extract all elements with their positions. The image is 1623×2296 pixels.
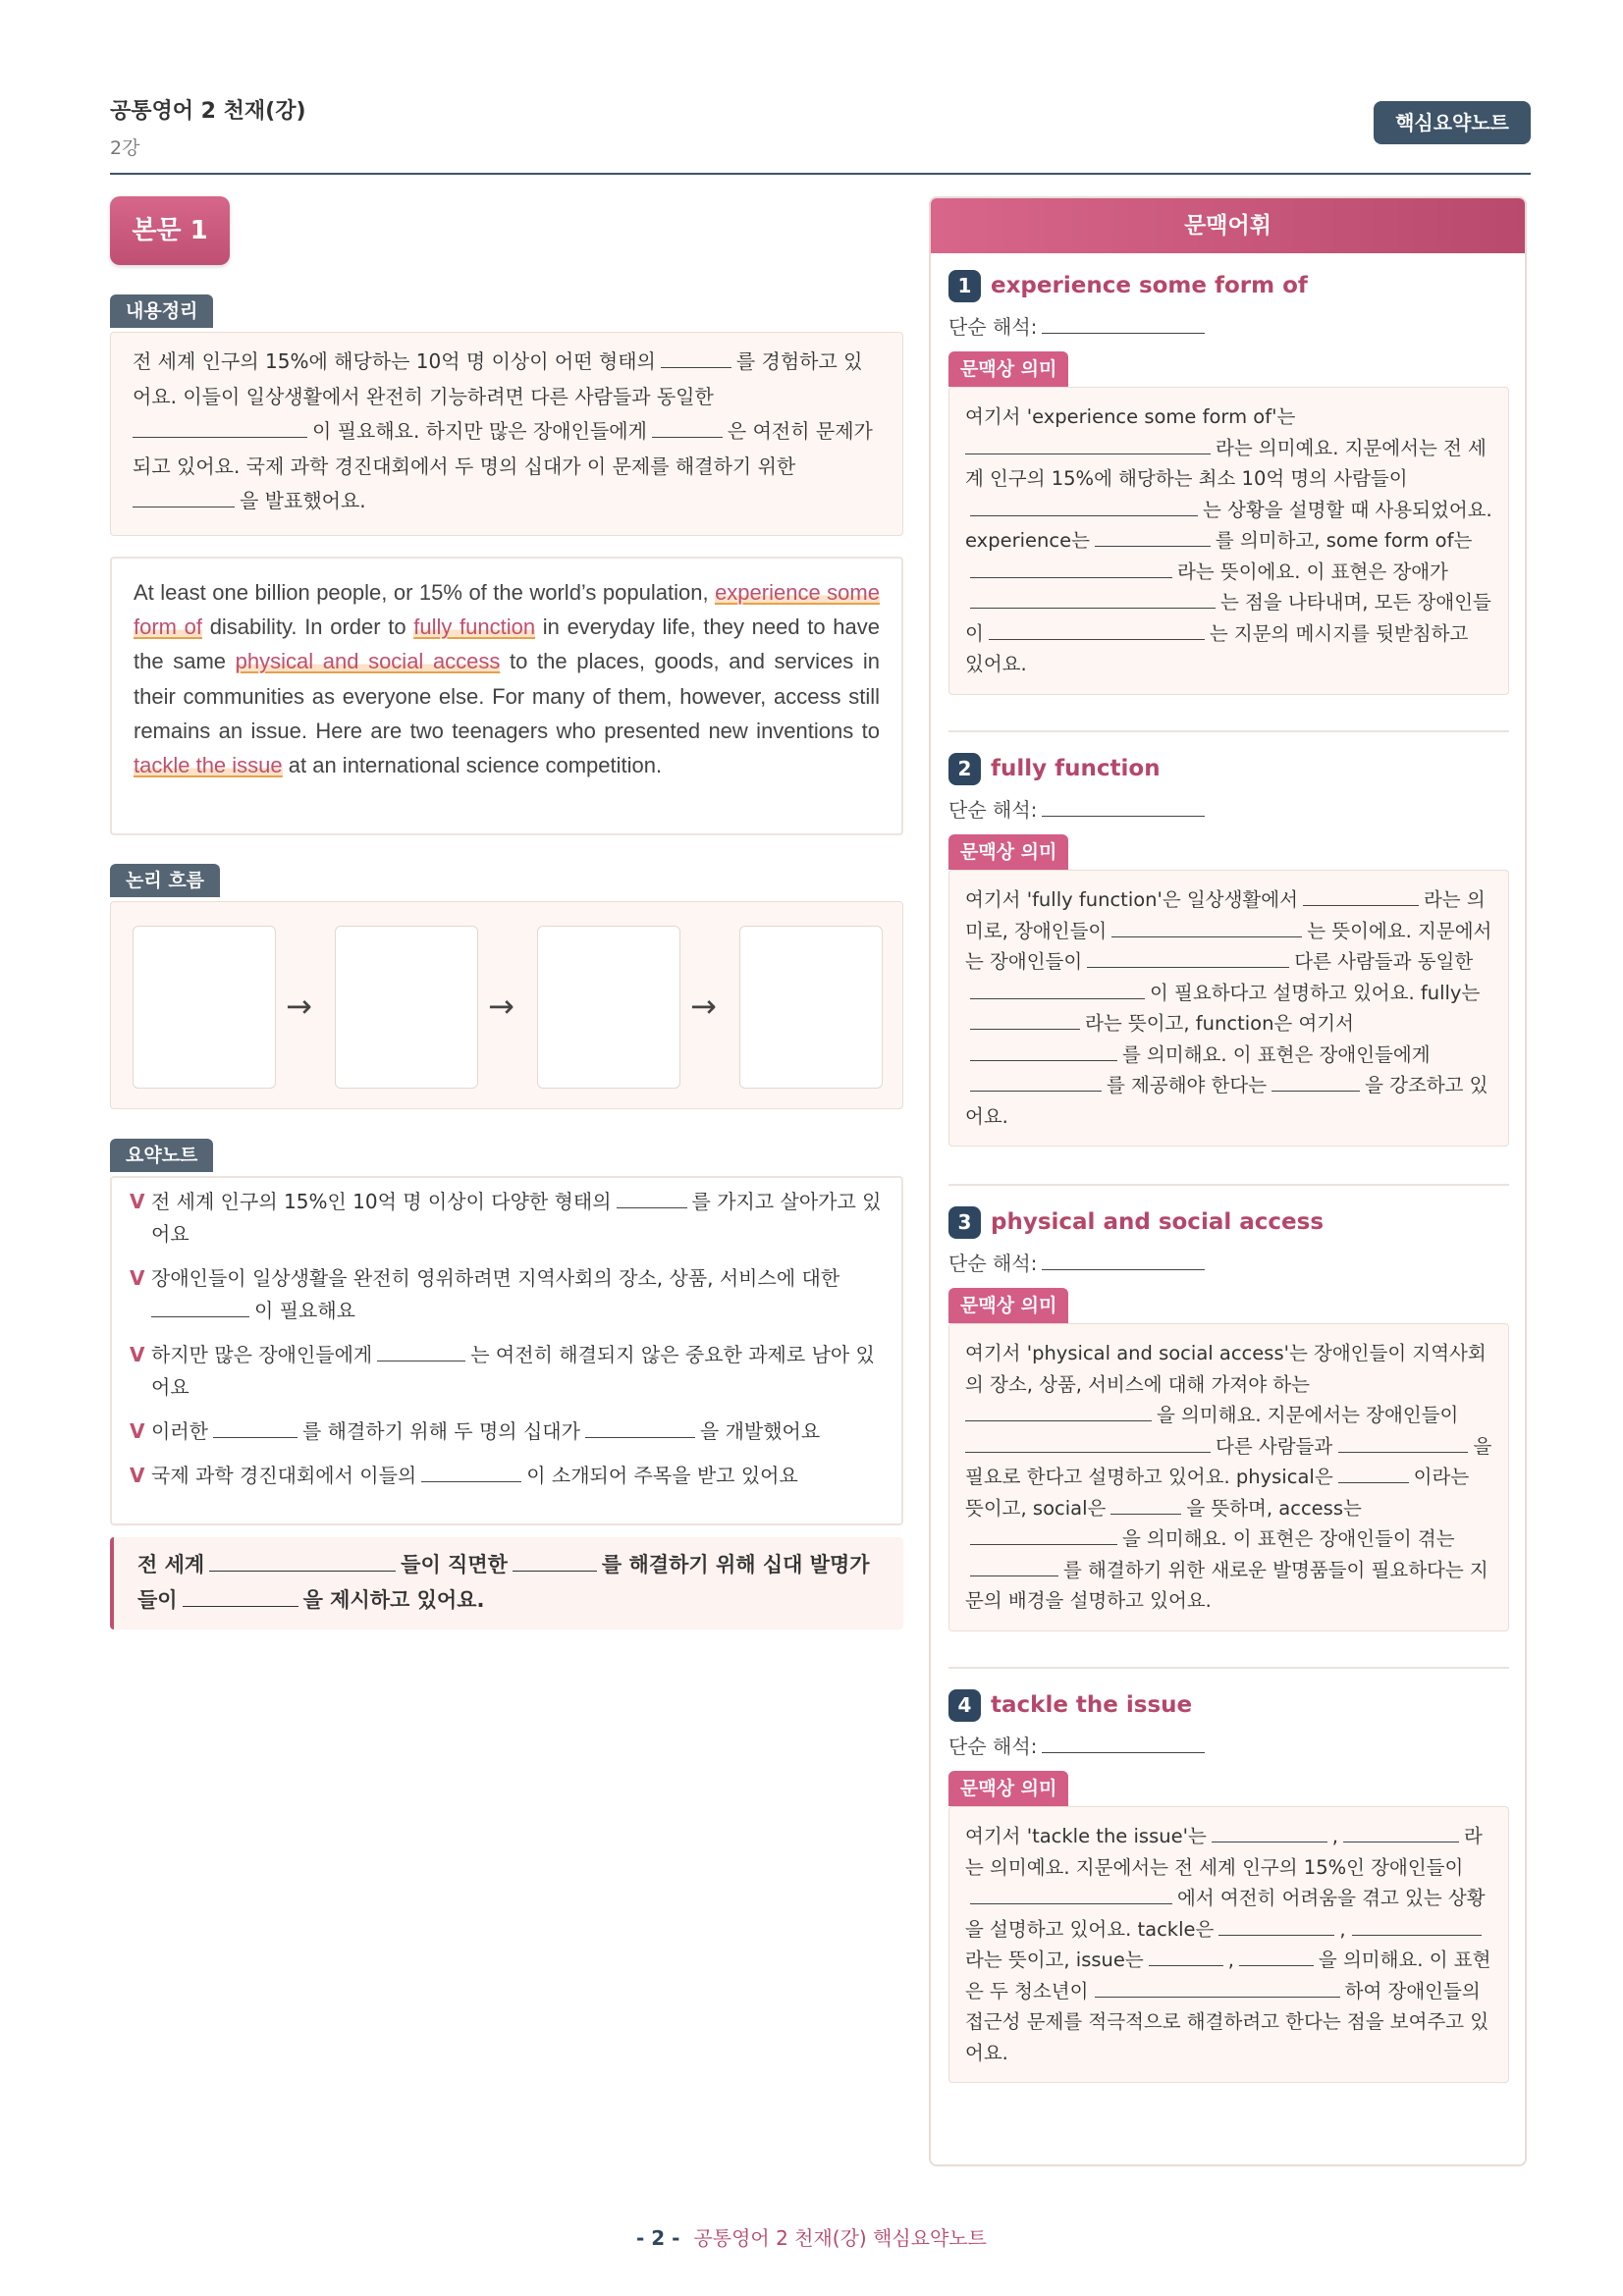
- note-text: 국제 과학 경진대회에서 이들의: [151, 1464, 417, 1487]
- context-text: 을 의미해요. 이 표현은 장애인들이 겪는: [1122, 1527, 1455, 1550]
- context-text: ,: [1339, 1917, 1346, 1941]
- section-badge: 본문 1: [110, 196, 230, 265]
- context-text: 을 강조하고 있어요.: [965, 1074, 1488, 1128]
- header-divider: [110, 173, 1531, 175]
- lesson-label: 2강: [110, 137, 140, 159]
- answer-blank[interactable]: [1212, 1823, 1327, 1842]
- logic-flow-box: [110, 901, 903, 1109]
- answer-blank[interactable]: [183, 1587, 298, 1607]
- summary-tag: 내용정리: [110, 294, 213, 328]
- answer-blank[interactable]: [970, 1557, 1058, 1576]
- summary-text: 을 발표했어요.: [240, 489, 366, 512]
- context-text: 을 필요로 한다고 설명하고 있어요. physical은: [965, 1434, 1492, 1488]
- context-text: 라는 의미예요. 지문에서는 전 세계 인구의 15%인 장애인들이: [965, 1825, 1483, 1879]
- context-text: 라는 의미예요. 지문에서는 전 세계 인구의 15%에 해당하는 최소 10억 명의 사람들이: [965, 436, 1487, 490]
- answer-blank[interactable]: [377, 1342, 465, 1362]
- note-text: 을 개발했어요: [699, 1419, 821, 1443]
- note-text: 이 필요해요: [254, 1299, 355, 1322]
- document-title: 공통영어 2 천재(강): [110, 99, 306, 124]
- context-text: 을 뜻하며, access는: [1186, 1496, 1362, 1520]
- vocab-item-3: [948, 1205, 1509, 1631]
- context-vocabulary-panel: [929, 196, 1527, 2166]
- context-text: 이라는 뜻이고, social은: [965, 1466, 1470, 1520]
- summary-notes-box: [110, 1176, 903, 1525]
- context-text: 여기서 'physical and social access'는 장애인들이 지역사회의 장소, 상품, 서비스에 대해 가져야 하는: [965, 1342, 1487, 1396]
- vocab-term: experience some form of: [991, 273, 1308, 298]
- answer-blank[interactable]: [965, 435, 1211, 454]
- answer-blank[interactable]: [970, 559, 1172, 578]
- passage-segment: at an international science competition.: [288, 753, 663, 778]
- flow-step-4[interactable]: [739, 926, 883, 1089]
- answer-blank[interactable]: [989, 620, 1205, 640]
- answer-blank[interactable]: [965, 1402, 1152, 1421]
- answer-blank[interactable]: [1338, 1433, 1468, 1453]
- summary-text: 이 필요해요. 하지만 많은 장애인들에게: [312, 419, 647, 443]
- answer-blank[interactable]: [970, 1010, 1080, 1030]
- context-text: 를 제공해야 한다는: [1107, 1074, 1268, 1096]
- answer-blank[interactable]: [970, 980, 1145, 999]
- simple-translation-row: [948, 1247, 1509, 1280]
- note-item: [130, 1460, 884, 1492]
- note-item: [130, 1415, 884, 1448]
- context-text: 다른 사람들과 동일한: [1294, 950, 1474, 973]
- note-text: 를 해결하기 위해 두 명의 십대가: [301, 1419, 580, 1443]
- context-text: 을 의미해요. 지문에서는 장애인들이: [1157, 1404, 1459, 1426]
- context-meaning-tag: 문맥상 의미: [948, 351, 1068, 387]
- vocab-divider: [948, 1667, 1509, 1669]
- page-number: - 2 -: [635, 2226, 680, 2250]
- number-badge: 4: [948, 1689, 981, 1722]
- context-meaning-box: [948, 1323, 1509, 1631]
- simple-translation-label: 단순 해석:: [948, 1735, 1038, 1758]
- answer-blank[interactable]: [970, 1885, 1172, 1904]
- header-badge: 핵심요약노트: [1374, 101, 1531, 144]
- context-text: 는 상황을 설명할 때 사용되었어요. experience는: [965, 498, 1492, 552]
- passage-segment: disability. In order to: [209, 614, 406, 640]
- answer-blank[interactable]: [970, 497, 1198, 516]
- check-icon: V: [130, 1464, 145, 1487]
- answer-blank[interactable]: [1239, 1947, 1314, 1966]
- note-text: 이러한: [151, 1419, 208, 1443]
- note-item: [130, 1339, 884, 1404]
- arrow-right-icon: →: [690, 988, 717, 1025]
- note-text: 는 여전히 해결되지 않은 중요한 과제로 남아 있어요: [151, 1343, 875, 1399]
- highlighted-phrase: tackle the issue: [134, 753, 283, 778]
- vocab-term: tackle the issue: [991, 1692, 1193, 1718]
- highlighted-phrase: physical and social access: [235, 649, 501, 674]
- context-text: 는 뜻이에요. 지문에서는 장애인들이: [965, 919, 1492, 973]
- context-meaning-tag: 문맥상 의미: [948, 1771, 1068, 1806]
- context-text: 라는 뜻이에요. 이 표현은 장애가: [1177, 560, 1448, 583]
- footer-title: 공통영어 2 천재(강) 핵심요약노트: [693, 2226, 987, 2250]
- answer-blank[interactable]: [617, 1189, 687, 1208]
- answer-blank[interactable]: [1087, 948, 1289, 968]
- vocab-term: physical and social access: [991, 1209, 1325, 1235]
- context-text: ,: [1227, 1949, 1234, 1971]
- highlighted-phrase: experience some form of: [134, 580, 880, 640]
- answer-blank[interactable]: [1303, 886, 1419, 906]
- context-meaning-tag: 문맥상 의미: [948, 834, 1068, 870]
- context-text: 를 의미하고, some form of는: [1215, 529, 1473, 552]
- answer-blank[interactable]: [1095, 1978, 1340, 1998]
- summary-notes-tag: 요약노트: [110, 1139, 213, 1172]
- summary-box: [110, 332, 903, 536]
- note-text: 이 소개되어 주목을 받고 있어요: [526, 1464, 798, 1487]
- answer-blank[interactable]: [970, 1525, 1117, 1545]
- note-item: [130, 1186, 884, 1251]
- vocab-item-1: [948, 269, 1509, 695]
- answer-blank[interactable]: [1095, 527, 1211, 547]
- flow-step-1[interactable]: [133, 926, 276, 1089]
- answer-blank[interactable]: [1343, 1823, 1459, 1842]
- answer-blank[interactable]: [1338, 1464, 1409, 1483]
- answer-blank[interactable]: [133, 488, 235, 507]
- answer-blank[interactable]: [1149, 1947, 1223, 1966]
- note-text: 전 세계 인구의 15%인 10억 명 이상이 다양한 형태의: [151, 1190, 612, 1213]
- answer-blank[interactable]: [1352, 1916, 1482, 1936]
- context-text: 라는 뜻이고, function은 여기서: [1085, 1012, 1354, 1035]
- simple-translation-label: 단순 해석:: [948, 798, 1038, 822]
- vocabulary-panel-header: 문맥어휘: [931, 198, 1525, 253]
- context-text: 여기서 'experience some form of'는: [965, 405, 1296, 428]
- flow-step-2[interactable]: [335, 926, 478, 1089]
- context-text: 는 점을 나타내며, 모든 장애인들이: [965, 591, 1491, 645]
- note-item: [130, 1262, 884, 1327]
- context-meaning-box: [948, 870, 1509, 1147]
- passage-segment: in everyday life, they need to have the same: [134, 614, 880, 674]
- answer-blank[interactable]: [1042, 314, 1205, 334]
- summary-text: 전 세계 인구의 15%에 해당하는 10억 명 이상이 어떤 형태의: [133, 349, 656, 373]
- answer-blank[interactable]: [133, 418, 307, 438]
- context-meaning-box: [948, 387, 1509, 695]
- conclusion-text: 을 제시하고 있어요.: [302, 1588, 485, 1612]
- note-text: 장애인들이 일상생활을 완전히 영위하려면 지역사회의 장소, 상품, 서비스에 대한: [151, 1266, 840, 1290]
- passage-segment: At least one billion people, or 15% of the world’s population,: [134, 580, 709, 605]
- check-icon: V: [130, 1419, 145, 1443]
- context-meaning-tag: 문맥상 의미: [948, 1288, 1068, 1323]
- answer-blank[interactable]: [1110, 1495, 1181, 1515]
- context-text: 에서 여전히 어려움을 겪고 있는 상황을 설명하고 있어요. tackle은: [965, 1887, 1486, 1941]
- context-text: 하여 장애인들의 접근성 문제를 적극적으로 해결하려고 한다는 점을 보여주고 있어요.: [965, 1979, 1489, 2064]
- context-text: 이 필요하다고 설명하고 있어요. fully는: [1150, 981, 1481, 1004]
- context-text: 다른 사람들과: [1216, 1434, 1333, 1458]
- vocab-divider: [948, 730, 1509, 732]
- answer-blank[interactable]: [513, 1552, 597, 1572]
- page-footer: [0, 2222, 1623, 2251]
- passage-segment: to the places, goods, and services in their communities as everyone else. For many of them, however, access still remains an issue. Here are two teenagers who presented new inventions to: [134, 649, 880, 743]
- context-text: 여기서 'tackle the issue'는: [965, 1825, 1207, 1847]
- conclusion-text: 전 세계: [137, 1553, 205, 1576]
- answer-blank[interactable]: [1218, 1916, 1334, 1936]
- answer-blank[interactable]: [661, 348, 731, 368]
- check-icon: V: [130, 1190, 145, 1213]
- simple-translation-label: 단순 해석:: [948, 315, 1038, 339]
- context-text: 라는 뜻이고, issue는: [965, 1949, 1144, 1971]
- number-badge: 2: [948, 753, 981, 785]
- context-text: 를 의미해요. 이 표현은 장애인들에게: [1122, 1042, 1431, 1066]
- conclusion-text: 를 해결하기 위해 십대 발명가들이: [137, 1553, 870, 1612]
- answer-blank[interactable]: [151, 1298, 249, 1317]
- answer-blank[interactable]: [970, 1072, 1102, 1092]
- answer-blank[interactable]: [213, 1418, 298, 1438]
- passage-text: [134, 575, 880, 782]
- answer-blank[interactable]: [970, 1041, 1117, 1061]
- context-text: 라는 의미로, 장애인들이: [965, 888, 1486, 942]
- answer-blank[interactable]: [1042, 1251, 1205, 1270]
- passage-box: [110, 557, 903, 835]
- answer-blank[interactable]: [209, 1552, 396, 1572]
- arrow-right-icon: →: [286, 988, 312, 1025]
- simple-translation-row: [948, 310, 1509, 344]
- summary-text: 를 경험하고 있어요. 이들이 일상생활에서 완전히 기능하려면 다른 사람들과 동일한: [133, 349, 863, 408]
- context-text: 을 의미해요. 이 표현은 두 청소년이: [965, 1949, 1491, 2002]
- vocab-item-4: [948, 1688, 1509, 2083]
- conclusion-text: 들이 직면한: [401, 1553, 508, 1576]
- number-badge: 3: [948, 1206, 981, 1239]
- context-meaning-box: [948, 1806, 1509, 2083]
- answer-blank[interactable]: [652, 418, 723, 438]
- simple-translation-row: [948, 1730, 1509, 1763]
- context-text: 여기서 'fully function'은 일상생활에서: [965, 888, 1298, 911]
- flow-step-3[interactable]: [537, 926, 680, 1089]
- check-icon: V: [130, 1266, 145, 1290]
- summary-text: 은 여전히 문제가 되고 있어요. 국제 과학 경진대회에서 두 명의 십대가 이 문제를 해결하기 위한: [133, 419, 873, 478]
- answer-blank[interactable]: [585, 1418, 695, 1438]
- answer-blank[interactable]: [1111, 918, 1302, 937]
- simple-translation-row: [948, 793, 1509, 827]
- answer-blank[interactable]: [1042, 1734, 1205, 1753]
- number-badge: 1: [948, 270, 981, 302]
- note-text: 를 가지고 살아가고 있어요: [151, 1190, 882, 1246]
- check-icon: V: [130, 1343, 145, 1366]
- answer-blank[interactable]: [970, 589, 1216, 609]
- vocab-term: fully function: [991, 756, 1161, 781]
- answer-blank[interactable]: [421, 1463, 521, 1482]
- arrow-right-icon: →: [488, 988, 514, 1025]
- answer-blank[interactable]: [1042, 797, 1205, 817]
- answer-blank[interactable]: [965, 1433, 1211, 1453]
- context-text: 를 해결하기 위한 새로운 발명품들이 필요하다는 지문의 배경을 설명하고 있어요.: [965, 1558, 1488, 1612]
- context-text: 는 지문의 메시지를 뒷받침하고 있어요.: [965, 621, 1469, 675]
- simple-translation-label: 단순 해석:: [948, 1252, 1038, 1275]
- vocab-divider: [948, 1184, 1509, 1186]
- highlighted-phrase: fully function: [413, 614, 536, 640]
- note-text: 하지만 많은 장애인들에게: [151, 1343, 373, 1366]
- context-text: ,: [1331, 1825, 1338, 1847]
- logic-flow-tag: 논리 흐름: [110, 864, 220, 897]
- conclusion-box: [110, 1537, 903, 1629]
- answer-blank[interactable]: [1271, 1072, 1360, 1092]
- vocab-item-2: [948, 752, 1509, 1147]
